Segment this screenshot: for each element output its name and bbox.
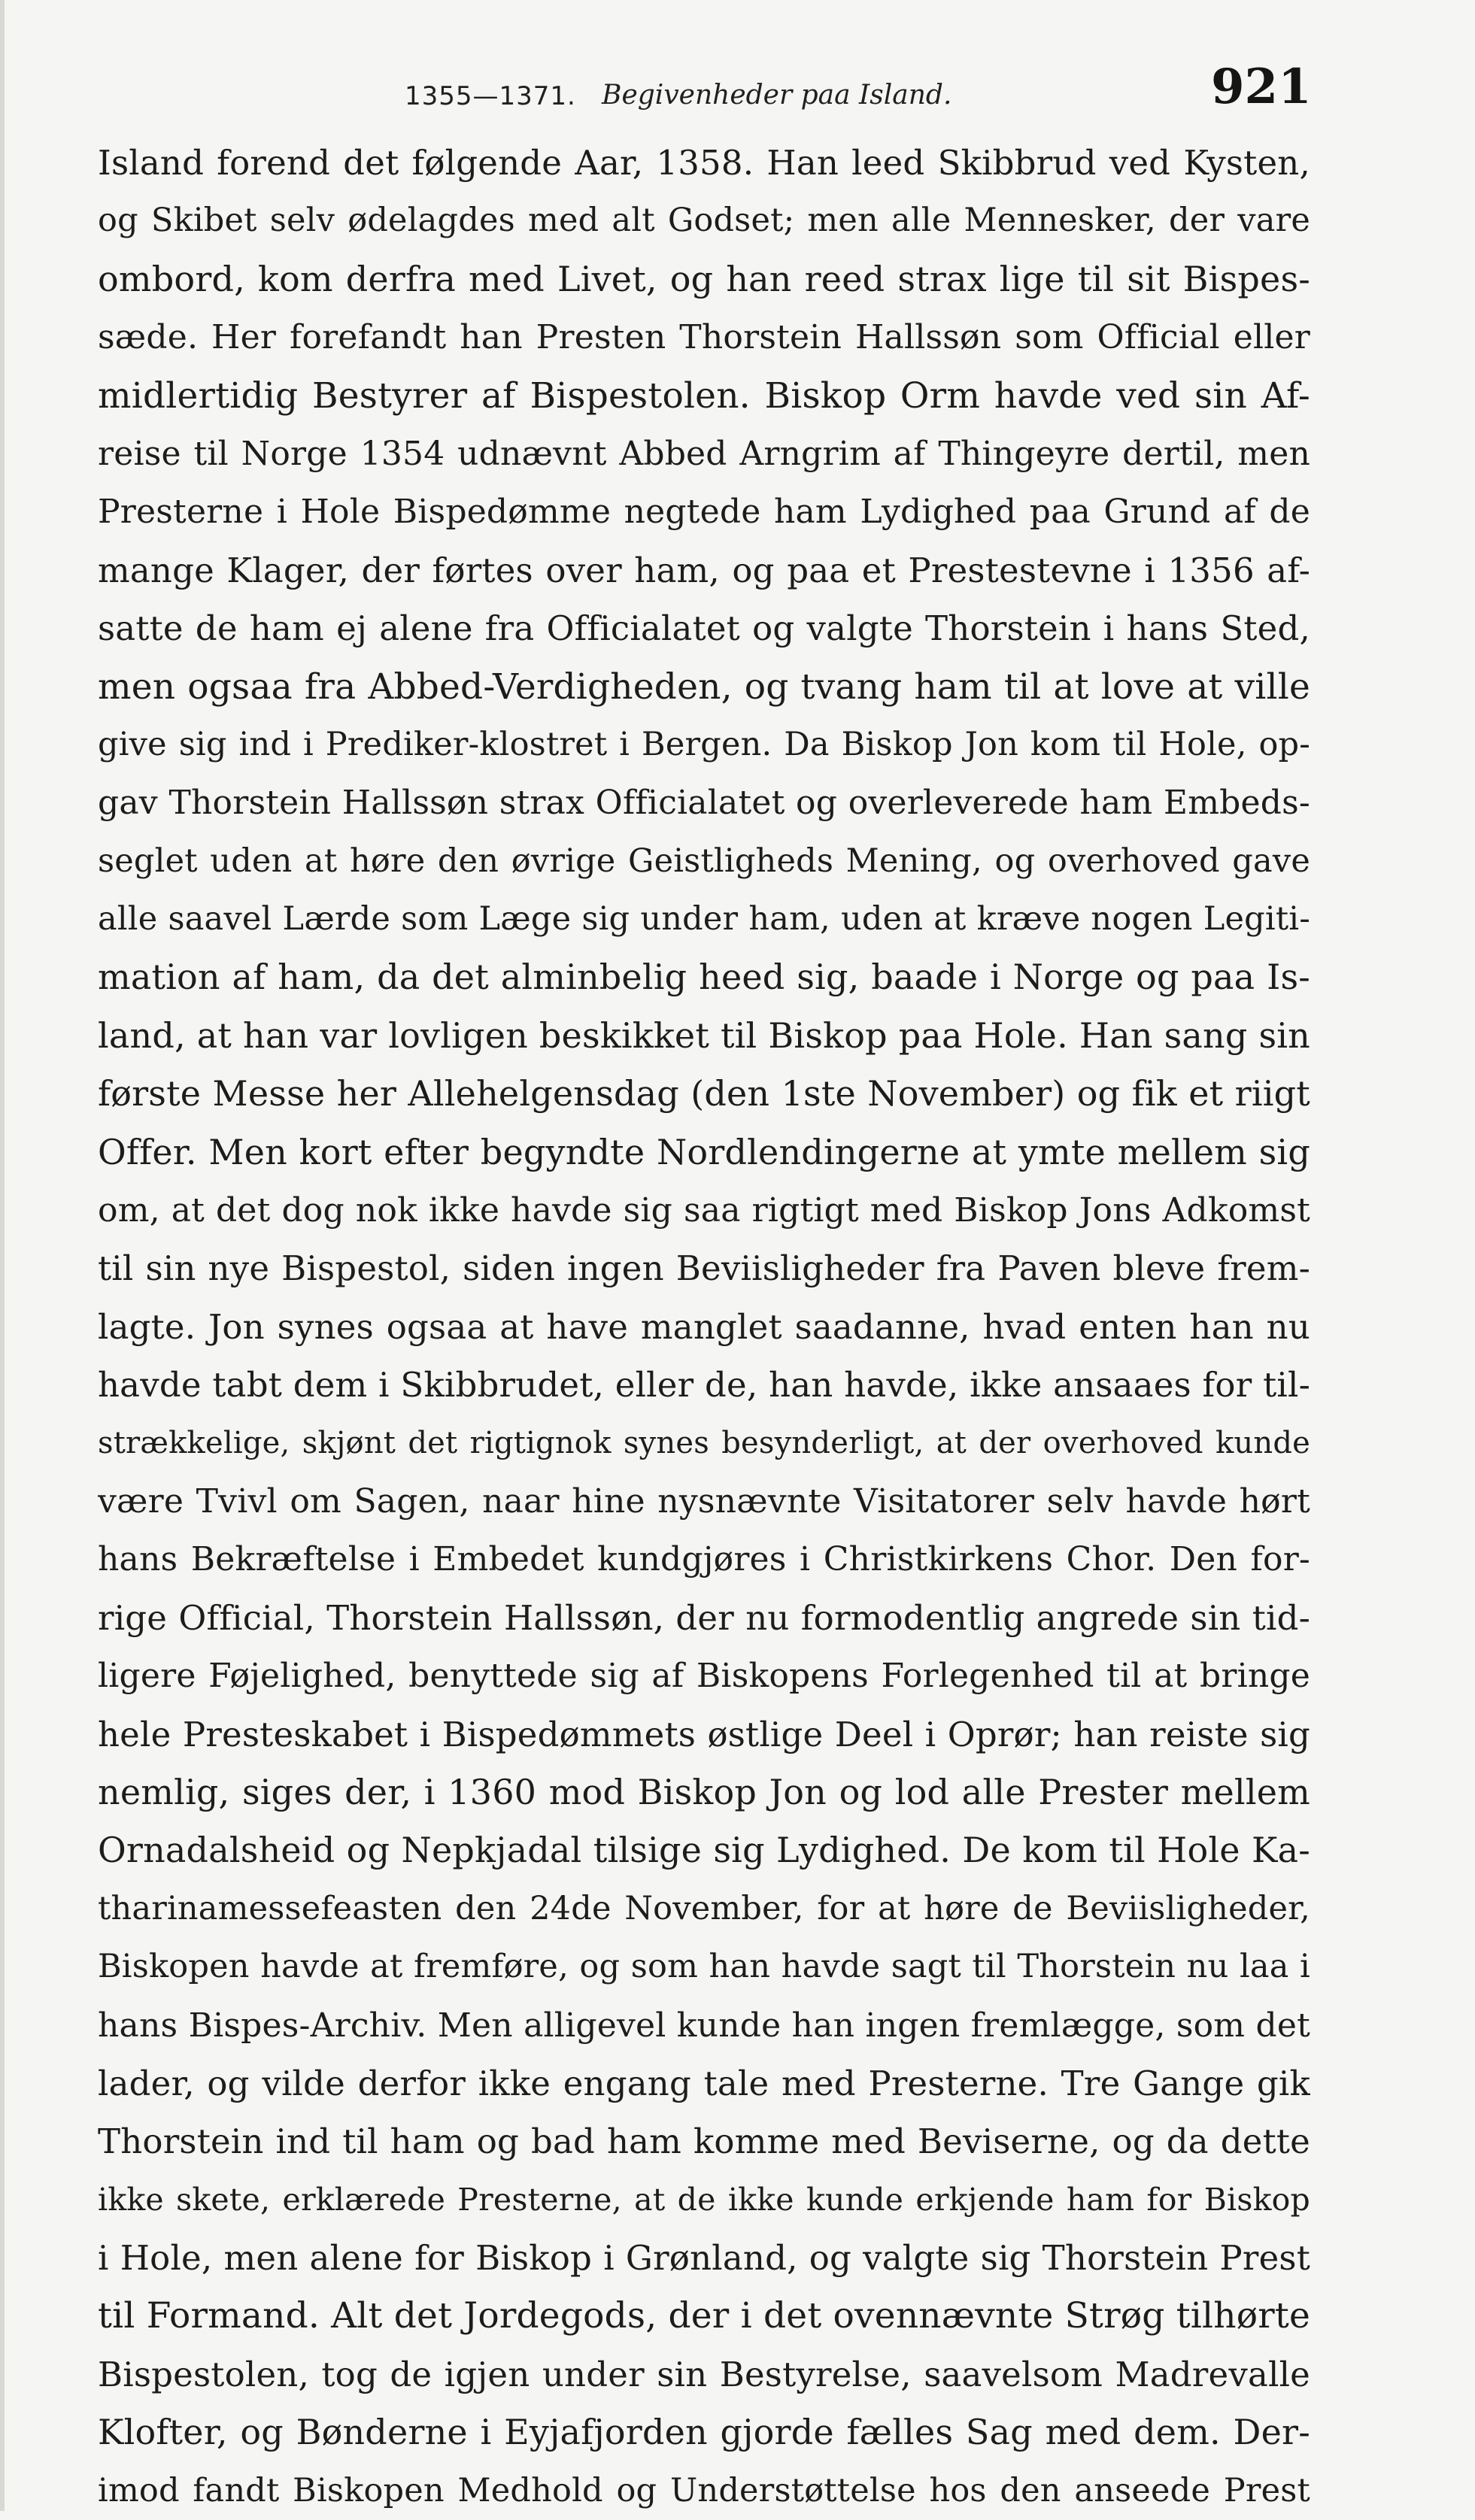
text-line: hans Bekræftelse i Embedet kundgjøres i Christkirkens Chor. Den for- — [98, 1540, 1310, 1579]
page-edge — [0, 0, 5, 2511]
text-line: Ornadalsheid og Nepkjadal tilsige sig Lydighed. De kom til Hole Ka- — [98, 1830, 1310, 1871]
text-line: seglet uden at høre den øvrige Geistligheds Mening, og overhoved gave — [98, 842, 1310, 880]
text-line: Island forend det følgende Aar, 1358. Han leed Skibbrud ved Kysten, — [98, 143, 1310, 183]
body-text — [98, 134, 1310, 2509]
text-line: havde tabt dem i Skibbrudet, eller de, han havde, ikke ansaaes for til- — [98, 1365, 1310, 1406]
text-line: reise til Norge 1354 udnævnt Abbed Arngrim af Thingeyre dertil, men — [98, 434, 1310, 473]
text-line: Offer. Men kort efter begyndte Nordlendingerne at ymte mellem sig — [98, 1131, 1310, 1172]
text-line: om, at det dog nok ikke havde sig saa rigtigt med Biskop Jons Adkomst — [98, 1191, 1310, 1230]
text-line: mange Klager, der førtes over ham, og paa et Prestestevne i 1356 af- — [98, 550, 1310, 590]
text-line: imod fandt Biskopen Medhold og Understøttelse hos den anseede Prest — [98, 2471, 1310, 2509]
running-head-title: Begivenheder paa Island. — [602, 80, 952, 111]
text-line: til Formand. Alt det Jordegods, der i det ovennævnte Strøg tilhørte — [98, 2295, 1310, 2337]
text-line: alle saavel Lærde som Læge sig under ham, uden at kræve nogen Legiti- — [98, 900, 1310, 939]
text-line: og Skibet selv ødelagdes med alt Godset; men alle Mennesker, der vare — [98, 202, 1310, 240]
text-line: Biskopen havde at fremføre, og som han havde sagt til Thorstein nu laa i — [98, 1948, 1310, 1986]
page-number: 921 — [1211, 59, 1312, 115]
text-line: tharinamessefeasten den 24de November, for at høre de Beviisligheder, — [98, 1889, 1310, 1927]
text-line: midlertidig Bestyrer af Bispestolen. Biskop Orm havde ved sin Af- — [98, 375, 1310, 417]
text-line: mation af ham, da det alminbelig heed sig, baade i Norge og paa Is- — [98, 957, 1310, 998]
text-line: ombord, kom derfra med Livet, og han reed strax lige til sit Bispes- — [98, 258, 1310, 299]
text-line: Thorstein ind til ham og bad ham komme med Beviserne, og da dette — [98, 2121, 1310, 2162]
running-head — [0, 59, 1475, 126]
text-line: lader, og vilde derfor ikke engang tale med Presterne. Tre Gange gik — [98, 2063, 1310, 2103]
text-line: ligere Føjelighed, benyttede sig af Biskopens Forlegenhed til at bringe — [98, 1657, 1310, 1696]
text-line: ikke skete, erklærede Presterne, at de ikke kunde erkjende ham for Biskop — [98, 2181, 1310, 2218]
text-line: men ogsaa fra Abbed-Verdigheden, og tvang ham til at love at ville — [98, 666, 1310, 708]
text-line: land, at han var lovligen beskikket til Biskop paa Hole. Han sang sin — [98, 1014, 1310, 1056]
text-line: være Tvivl om Sagen, naar hine nysnævnte Visitatorer selv havde hørt — [98, 1481, 1310, 1521]
text-line: Presterne i Hole Bispedømme negtede ham Lydighed paa Grund af de — [98, 493, 1310, 532]
running-head-year-range: 1355—1371. — [405, 81, 576, 111]
text-line: satte de ham ej alene fra Officialatet og valgte Thorstein i hans Sted, — [98, 608, 1310, 649]
text-line: strækkelige, skjønt det rigtignok synes besynderligt, at der overhoved kunde — [98, 1425, 1310, 1460]
text-line: lagte. Jon synes ogsaa at have manglet saadanne, hvad enten han nu — [98, 1306, 1310, 1347]
text-line: nemlig, siges der, i 1360 mod Biskop Jon og lod alle Prester mellem — [98, 1771, 1310, 1812]
text-line: give sig ind i Prediker-klostret i Bergen. Da Biskop Jon kom til Hole, op- — [98, 725, 1310, 763]
text-line: sæde. Her forefandt han Presten Thorstein Hallssøn som Official eller — [98, 318, 1310, 357]
text-line: første Messe her Allehelgensdag (den 1ste November) og fik et riigt — [98, 1073, 1310, 1114]
text-line: i Hole, men alene for Biskop i Grønland, og valgte sig Thorstein Prest — [98, 2238, 1310, 2279]
text-line: Bispestolen, tog de igjen under sin Bestyrelse, saavelsom Madrevalle — [98, 2354, 1310, 2394]
text-line: hele Presteskabet i Bispedømmets østlige Deel i Oprør; han reiste sig — [98, 1714, 1310, 1754]
text-line: til sin nye Bispestol, siden ingen Beviisligheder fra Paven bleve frem- — [98, 1248, 1310, 1289]
text-line: rige Official, Thorstein Hallssøn, der nu formodentlig angrede sin tid- — [98, 1597, 1310, 1638]
text-line: gav Thorstein Hallssøn strax Officialatet og overleverede ham Embeds- — [98, 784, 1310, 823]
text-line: hans Bispes-Archiv. Men alligevel kunde han ingen fremlægge, som det — [98, 2006, 1310, 2045]
text-line: Klofter, og Bønderne i Eyjafjorden gjorde fælles Sag med dem. Der- — [98, 2412, 1310, 2453]
